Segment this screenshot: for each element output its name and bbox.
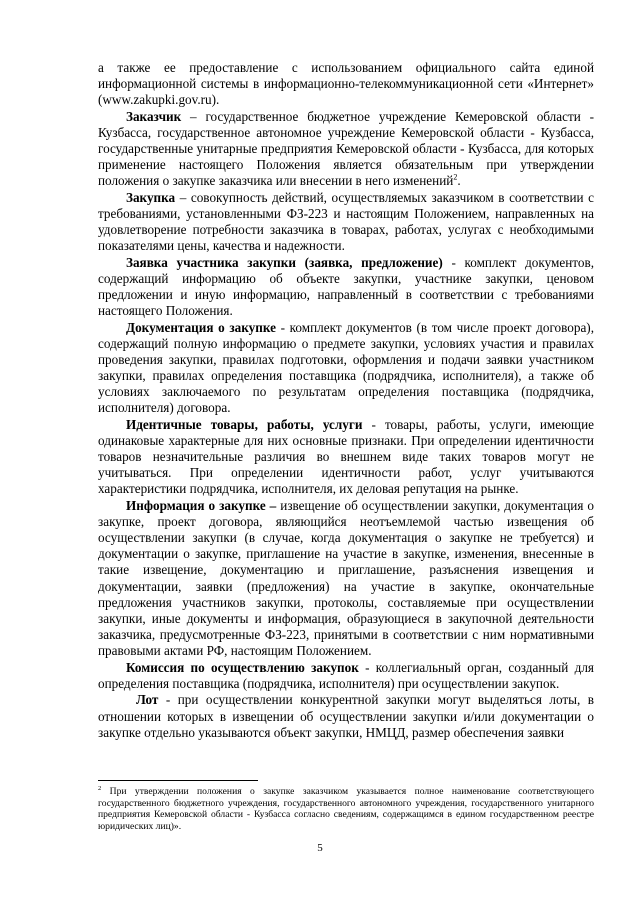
definition-documentation: - комплект документов (в том числе проект договора), содержащий полную информацию о предмете закупки, условиях участия и правилах проведения закупки, правилах подготовки, оформления и подачи заявки участником закупки, правилах определения поставщика (подрядчика, исполнителя), а также об условиях заключаемого по результатам определения поставщика (подрядчика, исполнителя) договора.: [98, 319, 594, 416]
footnote-text: При утверждении положения о закупке заказчиком указывается полное наименование соответствующего государственного бюджетного учреждения, государственного автономного учреждения, государственного унитарного предприятия Кемеровской области - Кузбасса согласно сведениям, содержащимся в едином государственном реестре юридических лиц)».: [98, 786, 594, 832]
definition-customer-tail: .: [457, 173, 461, 189]
definition-information: извещение об осуществлении закупки, документация о закупке, проект договора, являющийся неотъемлемой частью извещения об осуществлении закупки (в случае, когда документация о закупке не требуется) и документации о закупке, приглашение на участие в закупке, изменения, внесенные в такие извещение, документацию и приглашение, разъяснения извещения и документации, заявки (предложения) на участие в закупке, окончательные предложения участников закупки, протоколы, составляемые при осуществлении закупки, иные документы и информация, образующиеся в закупочной деятельности заказчика, предусмотренные ФЗ-223, принятыми в соответствии с ним нормативными правовыми актами РФ, настоящим Положением.: [98, 498, 594, 658]
paragraph-intro: [98, 60, 594, 108]
footnote-ref[interactable]: 2: [453, 172, 458, 182]
definition-procurement: – совокупность действий, осуществляемых заказчиком в соответствии с требованиями, установленными ФЗ-223 и настоящим Положением, направленных на удовлетворение потребности заказчика в товарах, работах, услугах с необходимыми показателями цены, качества и надежности.: [98, 189, 594, 254]
paragraph-identical: [98, 417, 594, 497]
paragraph-documentation: [98, 320, 594, 417]
footnote-separator: [98, 780, 258, 781]
definition-commission: - коллегиальный орган, созданный для определения поставщика (подрядчика, исполнителя) при осуществлении закупок.: [98, 659, 594, 691]
definition-application: - комплект документов, содержащий информацию об объекте закупки, участнике закупки, ценовом предложении и иную информацию, направленный в соответствии с требованиями настоящего Положения.: [98, 254, 594, 319]
definition-customer: – государственное бюджетное учреждение Кемеровской области - Кузбасса, государственное автономное учреждение Кемеровской области - Кузбасса, государственные унитарные предприятия Кемеровской области - Кузбасса, для которых применение настоящего Положения является обязательным при утверждении положения о закупке заказчика или внесении в него изменений: [98, 108, 594, 189]
paragraph-procurement: [98, 190, 594, 254]
term-commission: Комиссия по осуществлению закупок: [126, 659, 359, 675]
paragraph-commission: [98, 660, 594, 692]
term-information: Информация о закупке –: [126, 498, 277, 514]
page-number: 5: [317, 842, 323, 854]
term-identical: Идентичные товары, работы, услуги: [126, 417, 363, 433]
definition-lot: - при осуществлении конкурентной закупки могут выделяться лоты, в отношении которых в извещении об осуществлении закупки и/или документации о закупке отдельно указываются объект закупки, НМЦД, размер обеспечения заявки: [98, 692, 594, 740]
term-customer: Заказчик: [126, 108, 182, 124]
term-procurement: Закупка: [126, 189, 176, 205]
term-documentation: Документация о закупке: [126, 319, 276, 335]
paragraph-text: а также ее предоставление с использованием официального сайта единой информационной системы в информационно-телекоммуникационной сети «Интернет» (www.zakupki.gov.ru).: [98, 60, 594, 108]
footnote: [98, 786, 594, 832]
paragraph-lot: [98, 692, 594, 740]
paragraph-information: [98, 498, 594, 659]
paragraph-application: [98, 255, 594, 319]
paragraph-customer: [98, 109, 594, 189]
term-application: Заявка участника закупки (заявка, предложение): [126, 254, 443, 270]
body-text: [98, 60, 594, 741]
term-lot: Лот: [136, 692, 159, 708]
footnote-mark: 2: [98, 784, 102, 792]
definition-identical: - товары, работы, услуги, имеющие одинаковые характерные для них основные признаки. При определении идентичности товаров незначительные различия во внешнем виде таких товаров могут не учитываться. При определении идентичности работ, услуг учитываются характеристики подрядчика, исполнителя, их деловая репутация на рынке.: [98, 417, 594, 497]
